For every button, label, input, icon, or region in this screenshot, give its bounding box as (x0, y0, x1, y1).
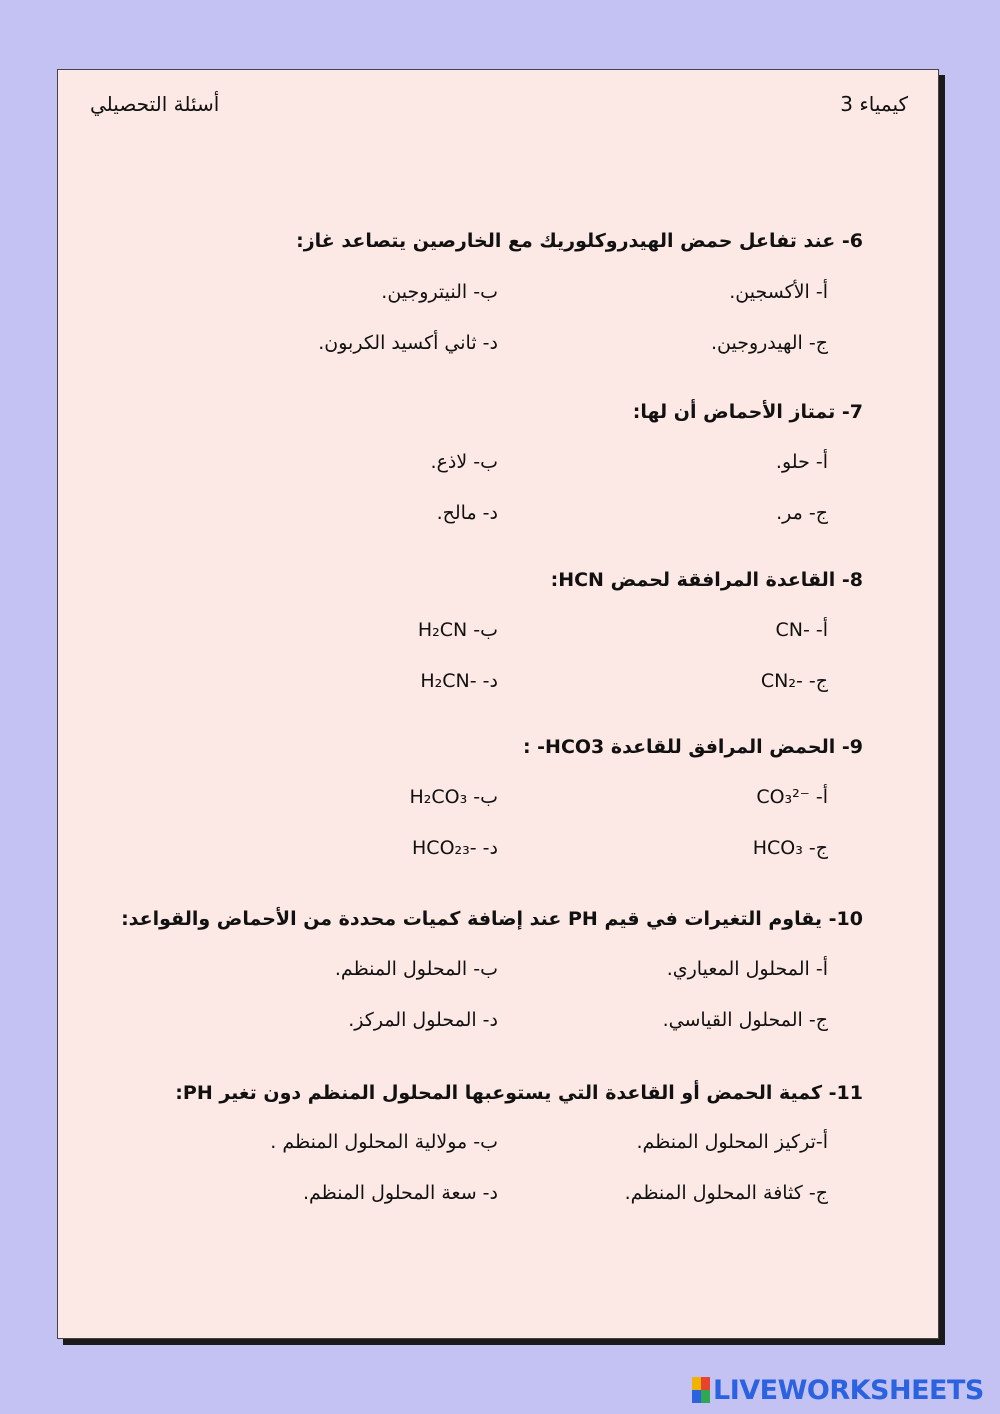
liveworksheets-logo-icon (692, 1377, 710, 1403)
question-6-option-b[interactable]: ب- النيتروجين. (381, 281, 498, 303)
question-7-option-b[interactable]: ب- لاذع. (430, 451, 498, 473)
option-letter: أ- (815, 619, 828, 641)
logo-text: LIVEWORKSHEETS (713, 1374, 984, 1406)
question-7-option-a[interactable]: أ- حلو. (775, 451, 828, 473)
logo-square-3 (692, 1390, 701, 1403)
question-10-option-d[interactable]: د- المحلول المركز. (348, 1009, 498, 1031)
question-11-option-b[interactable]: ب- مولالية المحلول المنظم . (270, 1131, 498, 1153)
question-8-option-c[interactable] (761, 670, 828, 692)
chemical-formula: HCO₂₃- (412, 837, 477, 859)
chemical-formula: H₂CN- (420, 670, 477, 692)
option-letter: ج- (808, 670, 828, 692)
question-8-option-a[interactable] (775, 619, 828, 641)
chemical-formula: H₂CN (417, 619, 468, 641)
question-11-option-a[interactable]: أ-تركيز المحلول المنظم. (636, 1131, 828, 1153)
subject-header: كيمياء 3 (840, 92, 908, 116)
chemical-formula: CN₂- (760, 670, 803, 692)
question-9-option-a[interactable] (756, 786, 828, 808)
liveworksheets-logo[interactable] (692, 1374, 984, 1406)
option-letter: د- (482, 837, 498, 859)
question-7-title: 7- تمتاز الأحماض أن لها: (632, 401, 863, 423)
question-11-option-d[interactable]: د- سعة المحلول المنظم. (303, 1182, 498, 1204)
logo-square-2 (701, 1377, 710, 1390)
question-10-option-a[interactable]: أ- المحلول المعياري. (666, 958, 828, 980)
question-11-option-c[interactable]: ج- كثافة المحلول المنظم. (624, 1182, 828, 1204)
option-letter: د- (482, 670, 498, 692)
question-6-title: 6- عند تفاعل حمض الهيدروكلوريك مع الخارصين يتصاعد غاز: (296, 230, 863, 252)
question-8-option-b[interactable] (418, 619, 498, 641)
chemical-formula: CN- (775, 619, 810, 641)
question-7-option-d[interactable]: د- مالح. (436, 502, 498, 524)
question-9-option-c[interactable] (753, 837, 828, 859)
question-9-option-b[interactable] (409, 786, 498, 808)
question-9-title: 9- الحمض المرافق للقاعدة HCO3- : (522, 736, 863, 758)
option-letter: أ- (815, 786, 828, 808)
question-7-option-c[interactable]: ج- مر. (776, 502, 828, 524)
logo-square-4 (701, 1390, 710, 1403)
question-9-option-d[interactable] (412, 837, 498, 859)
logo-square-1 (692, 1377, 701, 1390)
option-letter: ب- (473, 786, 498, 808)
question-6-option-c[interactable]: ج- الهيدروجين. (710, 332, 828, 354)
question-8-title: 8- القاعدة المرافقة لحمض HCN: (550, 569, 863, 591)
section-header: أسئلة التحصيلي (90, 92, 220, 116)
chemical-formula: H₂CO₃ (409, 786, 468, 808)
worksheet-page (57, 69, 939, 1339)
chemical-formula: CO₃²⁻ (756, 786, 810, 808)
question-10-title: 10- يقاوم التغيرات في قيم PH عند إضافة كميات محددة من الأحماض والقواعد: (121, 908, 863, 930)
question-8-option-d[interactable] (420, 670, 498, 692)
option-letter: ب- (473, 619, 498, 641)
question-6-option-a[interactable]: أ- الأكسجين. (729, 281, 828, 303)
option-letter: ج- (808, 837, 828, 859)
question-6-option-d[interactable]: د- ثاني أكسيد الكربون. (318, 332, 498, 354)
question-10-option-c[interactable]: ج- المحلول القياسي. (662, 1009, 828, 1031)
question-11-title: 11- كمية الحمض أو القاعدة التي يستوعبها المحلول المنظم دون تغير PH: (175, 1082, 863, 1104)
question-10-option-b[interactable]: ب- المحلول المنظم. (334, 958, 498, 980)
chemical-formula: HCO₃ (752, 837, 803, 859)
